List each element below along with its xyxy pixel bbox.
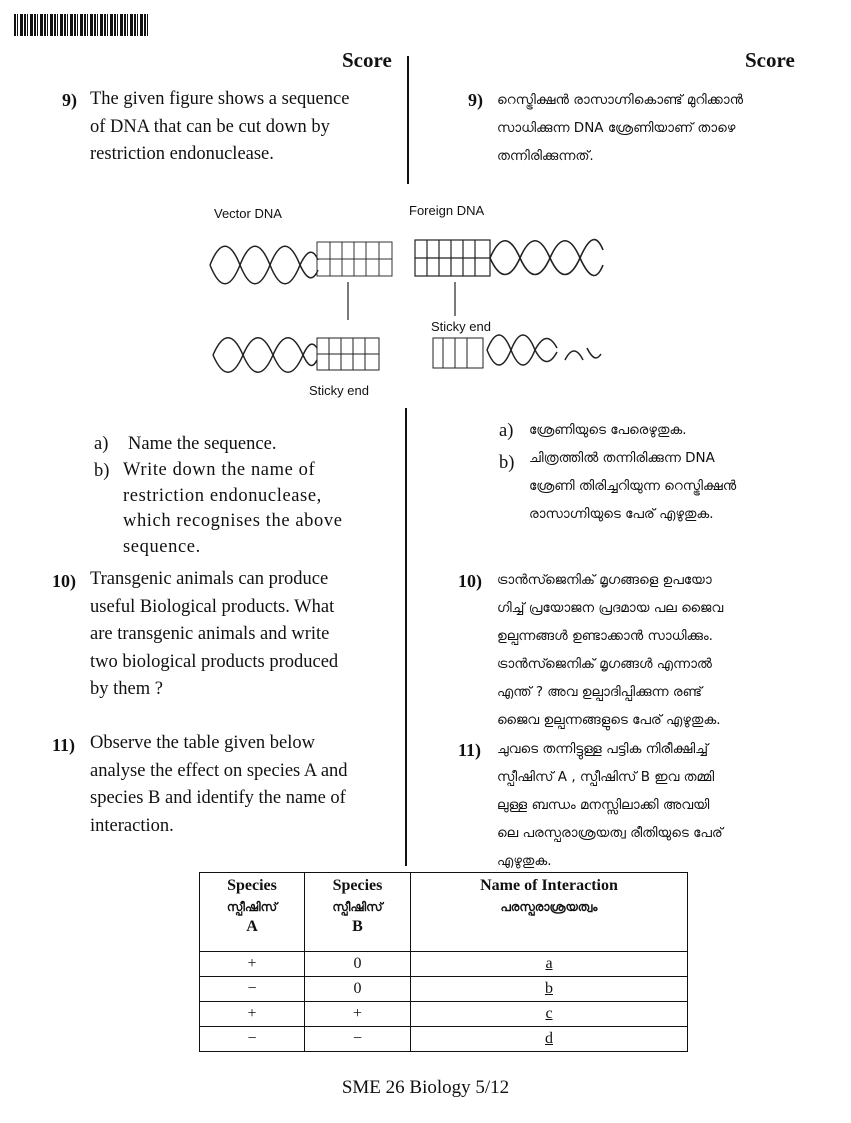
table-row [200, 977, 688, 1002]
q9-ml-line: റെസ്ട്രിക്ഷൻ രാസാഗ്നികൊണ്ട് മുറിക്കാൻ [497, 92, 744, 108]
q9b-text-ml [529, 444, 829, 528]
table-header-row [200, 873, 688, 952]
foreign-dna-bases [415, 240, 490, 276]
q11-line: species B and identify the name of [90, 788, 346, 808]
q11-ml-line: ലുള്ള ബന്ധം മനസ്സിലാക്കി അവയി [497, 797, 710, 813]
header-en: Species [332, 877, 383, 894]
q10-line: Transgenic animals can produce [90, 569, 329, 589]
cell-interaction [411, 952, 688, 977]
q9b-ml-line: ശ്രേണി തിരിച്ചറിയുന്ന റെസ്ട്രിക്ഷൻ [529, 478, 737, 494]
table-row [200, 952, 688, 977]
q11-ml-line: ചുവടെ തന്നിട്ടുള്ള പട്ടിക നിരീക്ഷിച്ച് [497, 741, 708, 757]
table-row [200, 1027, 688, 1052]
q10-ml-line: ജൈവ ഉല്പന്നങ്ങളുടെ പേര് എഴുതുക. [497, 712, 721, 728]
q9-number: 9) [62, 90, 77, 110]
q10-number-ml: 10) [458, 571, 482, 591]
cell-species-a: − [200, 1027, 305, 1052]
q10-ml-line: ട്രാൻസ്ജെനിക് മൃഗങ്ങളെ ഉപയോ [497, 572, 712, 588]
cell-species-b: 0 [305, 977, 411, 1002]
q9-line: restriction endonuclease. [90, 144, 274, 164]
q9-ml-line: സാധിക്കുന്ന DNA ശ്രേണിയാണ് താഴെ [497, 120, 736, 136]
foreign-dna-helix [490, 240, 603, 276]
q10-number: 10) [52, 571, 76, 591]
q11-number-ml: 11) [458, 740, 482, 760]
header-species-b [305, 873, 411, 952]
q9b-line: which recognises the above [123, 511, 343, 531]
q10-text-ml [497, 566, 842, 734]
score-heading-left: Score [342, 48, 392, 72]
q11-line: interaction. [90, 815, 174, 836]
q10-text-en [90, 566, 390, 704]
cell-species-a: + [200, 1002, 305, 1027]
cell-interaction [411, 1002, 688, 1027]
cell-interaction [411, 977, 688, 1002]
q9b-line: restriction endonuclease, [123, 485, 322, 506]
header-ml: പരസ്പരാശ്രയത്വം [500, 900, 598, 914]
q9b-label-ml: b) [499, 453, 515, 473]
sticky-end-label-right: Sticky end [431, 319, 491, 334]
q9a-label-ml: a) [499, 421, 514, 441]
vector-dna-bases [317, 242, 392, 276]
header-ml: സ്പീഷിസ് [332, 900, 383, 914]
sticky-end-label-left: Sticky end [309, 383, 369, 398]
q11-ml-line: എഴുതുക. [497, 853, 552, 869]
header-en: Species [227, 877, 277, 894]
q11-ml-line: സ്പീഷിസ് A , സ്പീഷിസ് B ഇവ തമ്മി [497, 769, 715, 785]
q9b-ml-line: ചിത്രത്തിൽ തന്നിരിക്കുന്ന DNA [529, 450, 715, 466]
q9-text-en [90, 86, 390, 169]
q11-text-en [90, 730, 390, 840]
q10-line: useful Biological products. What [90, 596, 335, 617]
q10-ml-line: എന്ത് ? അവ ഉല്പാദിപ്പിക്കുന്ന രണ്ട് [497, 684, 703, 700]
q9-line: of DNA that can be cut down by [90, 116, 330, 137]
cell-species-a: + [200, 952, 305, 977]
cell-species-b: − [305, 1027, 411, 1052]
q11-line: Observe the table given below [90, 733, 316, 753]
q9b-line: sequence. [123, 536, 201, 557]
q9b-ml-line: രാസാഗ്നിയുടെ പേര് എഴുതുക. [529, 506, 714, 522]
q9-line: The given figure shows a sequence [90, 89, 350, 109]
q9-text-ml [497, 86, 837, 170]
answer-blank: d [545, 1030, 553, 1047]
q9a-text-ml: ശ്രേണിയുടെ പേരെഴുതുക. [529, 422, 687, 438]
column-divider-top [407, 56, 409, 184]
cut-foreign-fragment [433, 335, 601, 368]
header-ml: സ്പീഷിസ് [226, 900, 278, 914]
q10-ml-line: ഗിച്ച് പ്രയോജന പ്രദമായ പല ജൈവ [497, 600, 724, 616]
vector-dna-helix [210, 246, 318, 284]
cell-species-a: − [200, 977, 305, 1002]
q9-ml-line: തന്നിരിക്കുന്നത്. [497, 148, 594, 164]
header-letter: B [352, 918, 363, 935]
q10-line: by them ? [90, 679, 163, 699]
q10-ml-line: ഉല്പന്നങ്ങൾ ഉണ്ടാക്കാൻ സാധിക്കും. [497, 628, 713, 644]
q11-ml-line: ലെ പരസ്പരാശ്രയത്വ രീതിയുടെ പേര് [497, 825, 723, 841]
cell-species-b: + [305, 1002, 411, 1027]
q10-ml-line: ട്രാൻസ്ജെനിക് മൃഗങ്ങൾ എന്നാൽ [497, 656, 712, 672]
foreign-dna-label: Foreign DNA [409, 203, 485, 218]
q11-line: analyse the effect on species A and [90, 760, 348, 781]
q10-line: two biological products produced [90, 651, 339, 672]
answer-blank: b [545, 980, 553, 997]
q9a-label: a) [94, 434, 109, 454]
answer-blank: a [545, 955, 553, 972]
header-letter: A [246, 918, 258, 935]
vector-dna-label: Vector DNA [214, 206, 282, 221]
q11-number: 11) [52, 735, 76, 755]
header-species-a [200, 873, 305, 952]
dna-restriction-figure [205, 220, 615, 390]
interaction-table [199, 872, 688, 1052]
q9b-label: b) [94, 461, 110, 481]
cell-species-b: 0 [305, 952, 411, 977]
q9b-text [123, 458, 383, 560]
header-interaction [411, 873, 688, 952]
q11-text-ml [497, 735, 842, 875]
q9b-line: Write down the name of [123, 460, 316, 480]
page-footer: SME 26 Biology 5/12 [341, 1077, 510, 1098]
answer-blank: c [545, 1005, 553, 1022]
column-divider-bottom [405, 408, 407, 866]
q9-number-ml: 9) [468, 90, 483, 110]
score-heading-right: Score [745, 48, 795, 72]
cell-interaction [411, 1027, 688, 1052]
cut-vector-fragment [213, 338, 379, 373]
q10-line: are transgenic animals and write [90, 624, 330, 644]
header-en: Name of Interaction [480, 877, 618, 894]
barcode [14, 14, 148, 36]
q9a-text: Name the sequence. [128, 434, 277, 454]
table-row [200, 1002, 688, 1027]
